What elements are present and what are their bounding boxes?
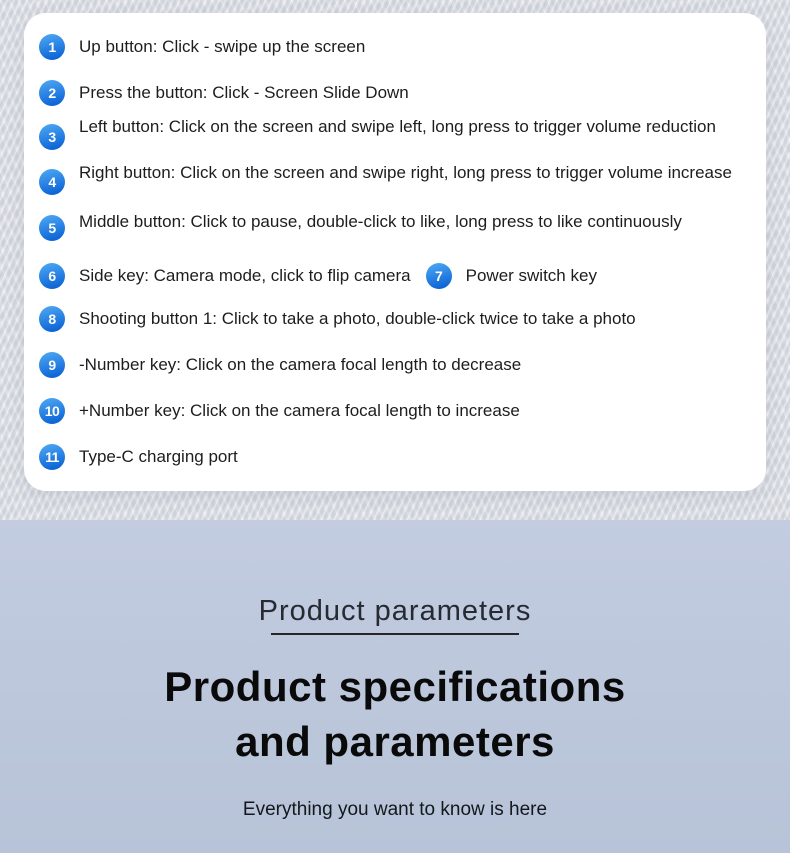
- feature-row: [39, 306, 756, 332]
- number-badge-icon: 2: [39, 80, 65, 106]
- button-functions-card: [24, 13, 766, 491]
- feature-text: Power switch key: [465, 266, 597, 285]
- feature-text: Up button: Click - swipe up the screen: [79, 37, 366, 56]
- number-badge-icon: 6: [39, 263, 65, 289]
- feature-text: +Number key: Click on the camera focal length to increase: [79, 401, 520, 420]
- feature-row: [39, 444, 756, 470]
- feature-text: Right button: Click on the screen and swipe right, long press to trigger volume increase: [79, 163, 732, 182]
- feature-row: [39, 114, 756, 145]
- section-eyebrow: Product parameters: [258, 595, 532, 627]
- feature-text: Type-C charging port: [79, 447, 238, 466]
- number-badge-icon: 5: [39, 215, 65, 241]
- number-badge-icon: 9: [39, 352, 65, 378]
- feature-row: [39, 398, 756, 424]
- section-title-line2: and parameters: [235, 718, 555, 765]
- number-badge-icon: 1: [39, 34, 65, 60]
- number-badge-icon: 11: [39, 444, 65, 470]
- number-badge-icon: 7: [426, 263, 452, 289]
- feature-row: [39, 160, 756, 190]
- section-subtitle: Everything you want to know is here: [242, 799, 548, 820]
- feature-text: -Number key: Click on the camera focal length to decrease: [79, 355, 522, 374]
- eyebrow-underline: [271, 633, 519, 635]
- number-badge-icon: 3: [39, 124, 65, 150]
- product-parameters-section: [0, 520, 790, 853]
- feature-text: Side key: Camera mode, click to flip camera: [79, 266, 411, 285]
- number-badge-icon: 10: [39, 398, 65, 424]
- feature-row: [39, 34, 756, 60]
- number-badge-icon: 4: [39, 169, 65, 195]
- section-title-line1: Product specifications: [164, 663, 626, 710]
- section-title: [0, 659, 790, 769]
- number-badge-icon: 8: [39, 306, 65, 332]
- feature-text: Left button: Click on the screen and swipe left, long press to trigger volume reduction: [79, 117, 716, 136]
- feature-text: Press the button: Click - Screen Slide Down: [79, 83, 409, 102]
- feature-row: [39, 352, 756, 378]
- feature-row: [39, 209, 756, 235]
- feature-row: [39, 80, 756, 106]
- feature-text: Middle button: Click to pause, double-click to like, long press to like continuously: [79, 212, 682, 231]
- feature-text: Shooting button 1: Click to take a photo, double-click twice to take a photo: [79, 309, 636, 328]
- feature-secondary-group: [426, 263, 597, 289]
- feature-row-double: [39, 263, 756, 289]
